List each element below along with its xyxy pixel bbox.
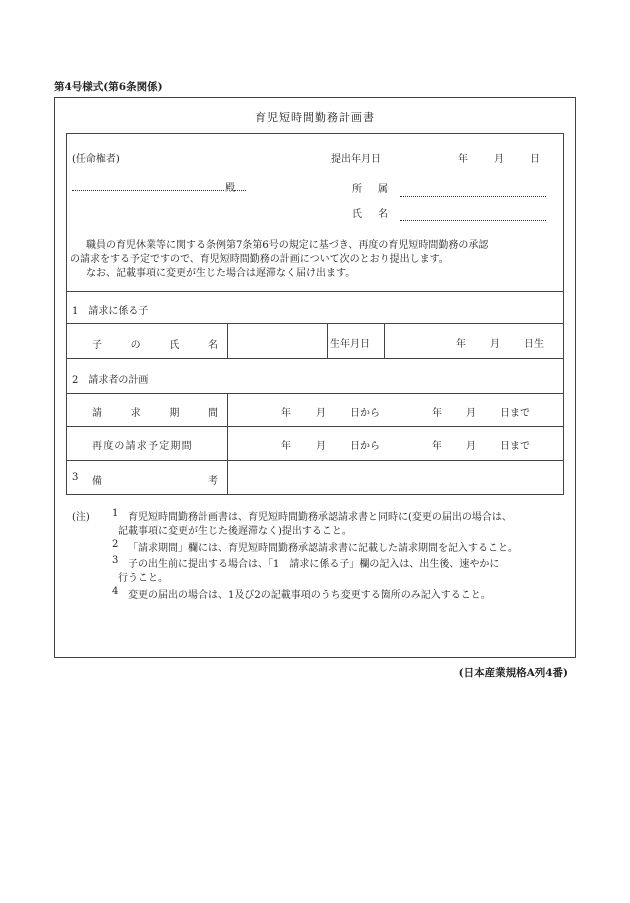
addressee-field[interactable] [72,190,224,191]
period-end-month: 月 [466,408,476,419]
birth-month-label: 月 [490,339,500,350]
request-period-char-4: 間 [207,408,218,419]
birth-year-label: 年 [456,339,466,350]
note-2-line-1: 「請求期間」欄には、育児短時間勤務承認請求書に記載した請求期間を記入すること。 [128,543,518,554]
re-request-start-from: 日から [350,441,380,452]
body-text-line-1: 職員の育児休業等に関する条例第7条第6号の規定に基づき、再度の育児短時間勤務の承認 [86,240,489,251]
note-1-number: 1 [112,508,119,519]
re-request-period-label: 再度の請求予定期間 [92,441,193,452]
note-4-number: 4 [112,586,119,597]
honorific-label: 殿 [225,183,235,194]
re-request-end-until: 日まで [500,441,530,452]
section1-title: 1 請求に係る子 [72,306,149,317]
note-2-number: 2 [112,539,119,550]
request-period-label [92,404,218,419]
dept-label-1: 所 [352,184,362,195]
period-start-month: 月 [316,408,326,419]
child-name-char-2: の [130,340,141,351]
period-start-from: 日から [350,408,380,419]
dept-label-2: 属 [378,184,388,195]
body-text-line-3: なお、記載事項に変更が生じた場合は遅滞なく届け出ます。 [86,268,356,279]
divider-section2 [66,393,564,394]
request-period-char-3: 期 [169,408,180,419]
remarks-row-divider [227,460,228,495]
divider-period-row [66,426,564,427]
birth-date-label: 生年月日 [330,339,370,350]
submit-year-label: 年 [458,154,468,165]
notes-label: (注) [72,512,90,523]
birth-day-label: 日生 [524,339,544,350]
request-period-char-2: 求 [130,408,141,419]
appointer-label: (任命権者) [72,154,120,165]
name-label-2: 名 [378,209,388,220]
re-request-end-month: 月 [466,441,476,452]
document-title: 育児短時間勤務計画書 [255,111,375,124]
body-text-line-2: の請求をする予定ですので、育児短時間勤務の計画について次のとおり提出します。 [70,254,449,265]
note-3-line-1: 子の出生前に提出する場合は、「1 請求に係る子」欄の記入は、出生後、速やかに [128,559,500,570]
note-3-number: 3 [112,555,119,566]
child-name-label [92,336,218,351]
form-number-label: 第4号様式(第6条関係) [54,81,163,93]
remarks-label-2: 考 [208,476,218,487]
dept-field[interactable] [400,196,546,197]
section3-number: 3 [72,472,79,483]
submit-day-label: 日 [530,154,540,165]
child-row-divider-2 [327,323,328,358]
note-1-line-2: 記載事項に変更が生じた後遅滞なく)提出すること。 [118,526,352,537]
re-request-start-year: 年 [281,441,291,452]
section2-title: 2 請求者の計画 [72,375,149,386]
request-period-char-1: 請 [92,408,102,419]
submit-date-label: 提出年月日 [331,154,381,165]
divider-re-request-row [66,460,564,461]
child-name-char-1: 子 [92,340,102,351]
child-row-divider-3 [384,323,385,358]
period-end-until: 日まで [500,408,530,419]
divider-section1 [66,323,564,324]
period-start-year: 年 [281,408,291,419]
period-end-year: 年 [432,408,442,419]
child-row-divider-1 [227,323,228,358]
re-request-start-month: 月 [316,441,326,452]
note-1-line-1: 育児短時間勤務計画書は、育児短時間勤務承認請求書と同時に(変更の届出の場合は、 [128,512,512,523]
divider-child-row [66,358,564,359]
paper-size-label: (日本産業規格A列4番) [458,667,568,679]
name-field[interactable] [400,220,546,221]
submit-month-label: 月 [494,154,504,165]
note-3-line-2: 行うこと。 [118,573,168,584]
addressee-field-end [234,190,246,191]
name-label-1: 氏 [352,209,362,220]
note-4-line-1: 変更の届出の場合は、1及び2の記載事項のうち変更する箇所のみ記入すること。 [128,590,491,601]
child-name-char-4: 名 [207,340,218,351]
re-request-end-year: 年 [432,441,442,452]
divider-header [66,291,564,292]
period-rows-divider [227,393,228,460]
child-name-char-3: 氏 [169,340,180,351]
remarks-label-1: 備 [92,476,102,487]
